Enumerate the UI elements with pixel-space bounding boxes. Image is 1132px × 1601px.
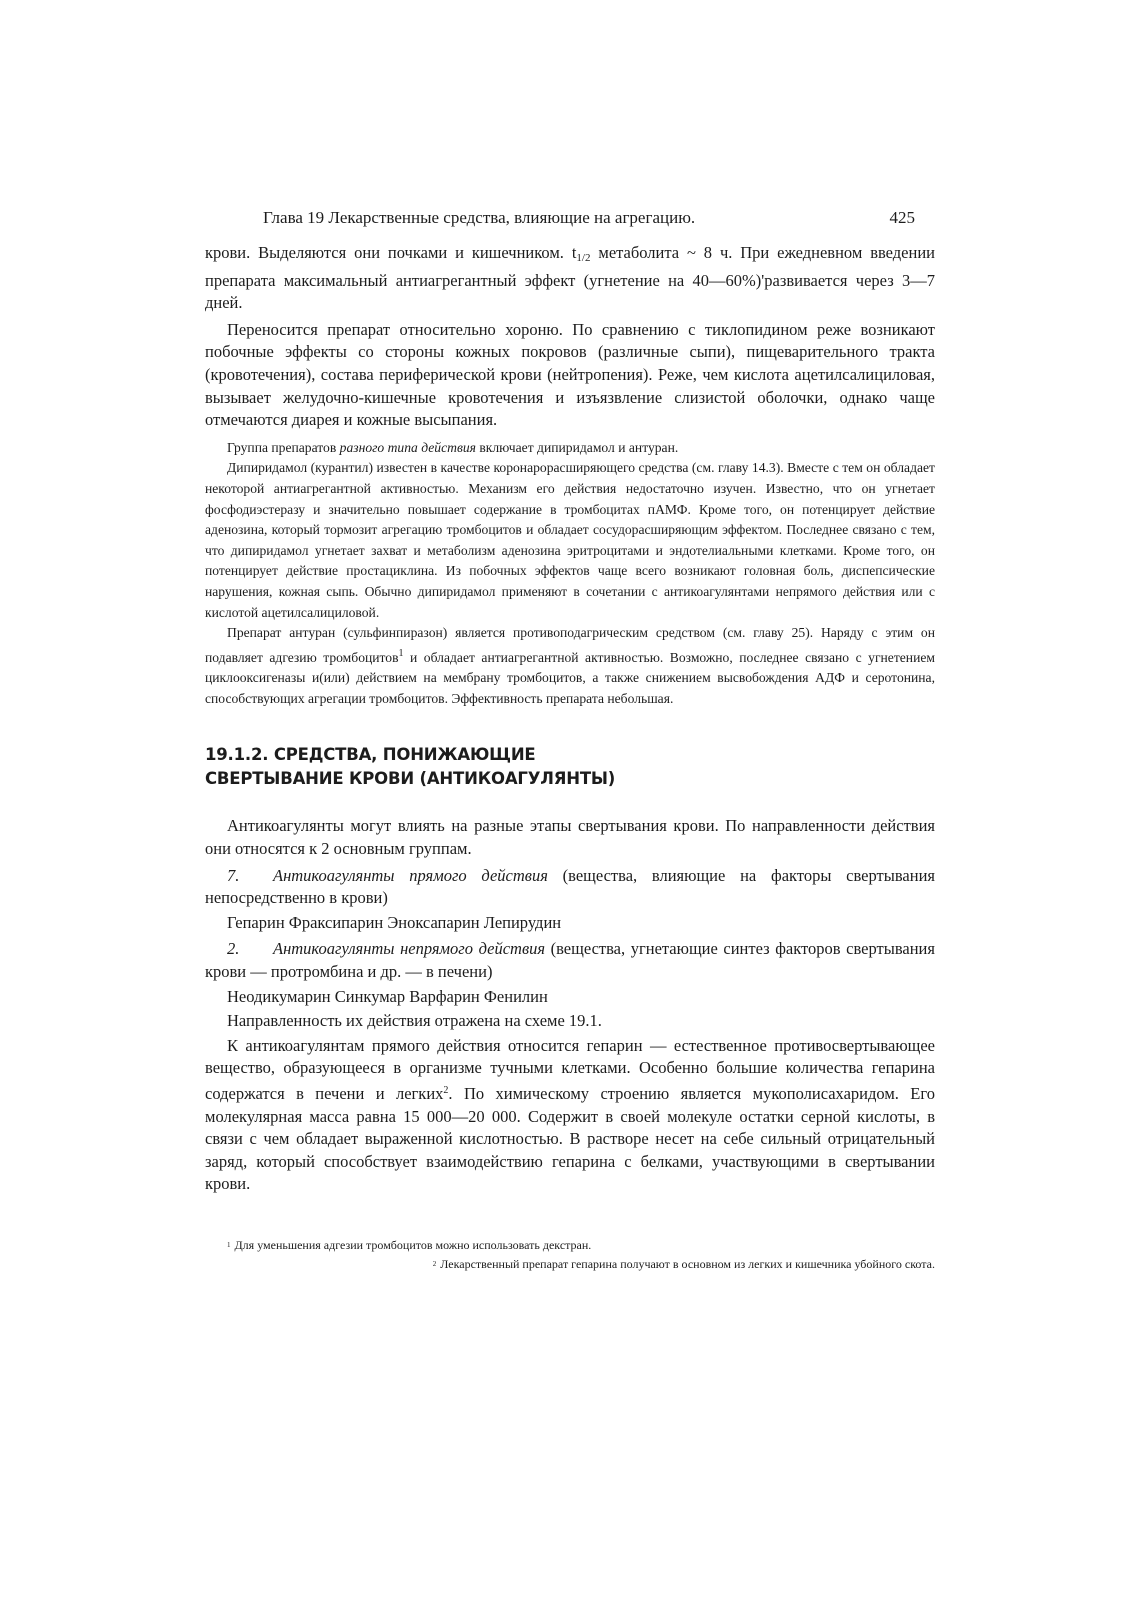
footnote-1: 1 Для уменьшения адгезии тромбоцитов можно использовать декстран. — [227, 1237, 592, 1252]
paragraph-anturan: Препарат антуран (сульфинпиразон) является противоподагрическим средством (см. главу 25). Наряду с этим он подавляет адгезию тромбоцитов$^1$ и обладает антиагрегантной активностью. Возможно, последнее связано с угнетением циклооксигеназы и(или) действием на мембрану тромбоцитов, а также снижением высвобождения АДФ и серотонина, способствующих агрегации тромбоцитов. Эффективность препарата небольшая. — [205, 625, 935, 706]
footnote-ref-2: 2 — [443, 1085, 449, 1096]
paragraph-tolerance: Переносится препарат относительно хороню. По сравнению с тиклопидином реже возникают побочные эффекты со стороны кожных покровов (различные сыпи), пищеварительного тракта (кровотечения), состава периферической крови (нейтропения). Реже, чем кислота ацетилсалициловая, вызывает желудочно-кишечные кровотечения и изъязвление слизистой оболочки, однако чаще отмечаются диарея и кожные высыпания. — [205, 319, 935, 430]
chapter-title: Глава 19 Лекарственные средства, влияющие на агрегацию. — [263, 208, 696, 227]
paragraph-excretion: крови. Выделяются они почками и кишечником. $t_{1/2}$ метаболита ~ 8 ч. При ежедневном введении препарата максимальный антиагрегантный эффект (угнетение на 40—60%)'развивается через 3—7 дней. — [205, 243, 935, 313]
page — [205, 208, 935, 1274]
paragraph-anticoagulants: Антикоагулянты могут влиять на разные этапы свертывания крови. По направленности действия они относятся к 2 основным группам. — [205, 816, 935, 859]
running-head — [205, 208, 935, 242]
page-number: 425 — [889, 208, 915, 227]
list-item-direct: 7. Антикоагулянты прямого действия (вещества, влияющие на факторы свертывания непосредственно в крови) — [205, 865, 935, 908]
scheme-reference: Направленность их действия отражена на схеме 19.1. — [227, 1011, 602, 1031]
paragraph-dipyridamole: Дипиридамол (курантил) известен в качестве коронарорасширяющего средства (см. главу 14.3). Вместе с тем он обладает некоторой антиагрегантной активностью. Механизм его действия недостаточно изучен. Известно, что он угнетает фосфодиэстеразу и значительно повышает содержание в тромбоцитах пАМФ. Кроме того, он потенцирует действие аденозина, который тормозит агрегацию тромбоцитов и обладает сосудорасширяющим эффектом. Последнее связано с тем, что дипиридамол угнетает захват и метаболизм аденозина эритроцитами и эндотелиальными клетками. Кроме того, он потенцирует действие простациклина. Из побочных эффектов чаще всего возникают головная боль, диспепсические нарушения, кожная сыпь. Обычно дипиридамол применяют в сочетании с антикоагулянтами непрямого действия или с кислотой ацетилсалициловой. — [205, 460, 935, 620]
footnote-2: 2 Лекарственный препарат гепарина получают в основном из легких и кишечника убойного скота. — [432, 1256, 935, 1271]
list-number: 7. — [227, 865, 240, 885]
half-life-subscript: 1/2 — [576, 252, 591, 264]
paragraph-heparin: К антикоагулянтам прямого действия относится гепарин — естественное противосвертывающее вещество, образующееся в организме тучными клетками. Особенно большие количества гепарина содержатся в печени и легких$^2$. По химическому строению является мукополисахаридом. Его молекулярная масса равна 15 000—20 000. Содержит в своей молекуле остатки серной кислоты, в связи с чем обладает выраженной кислотностью. В растворе несет на себе сильный отрицательный заряд, который способствует взаимодействию гепарина с белками, участвующими в свертывании крови. — [205, 1035, 935, 1194]
indirect-drugs-list: Неодикумарин Синкумар Варфарин Фенилин — [227, 986, 548, 1006]
footnote-ref-1: 1 — [398, 647, 404, 659]
list-number: 2. — [227, 939, 240, 959]
direct-drugs-list: Гепарин Фраксипарин Эноксапарин Лепирудин — [227, 912, 562, 932]
paragraph-group: Группа препаратов разного типа действия включает дипиридамол и антуран. — [227, 439, 679, 455]
section-heading: 19.1.2. СРЕДСТВА, ПОНИЖАЮЩИЕ СВЕРТЫВАНИЕ КРОВИ (АНТИКОАГУЛЯНТЫ) — [205, 745, 616, 789]
footnotes — [205, 1236, 935, 1274]
list-item-indirect: 2. Антикоагулянты непрямого действия (вещества, угнетающие синтез факторов свертывания крови — протромбина и др. — в печени) — [205, 939, 935, 982]
